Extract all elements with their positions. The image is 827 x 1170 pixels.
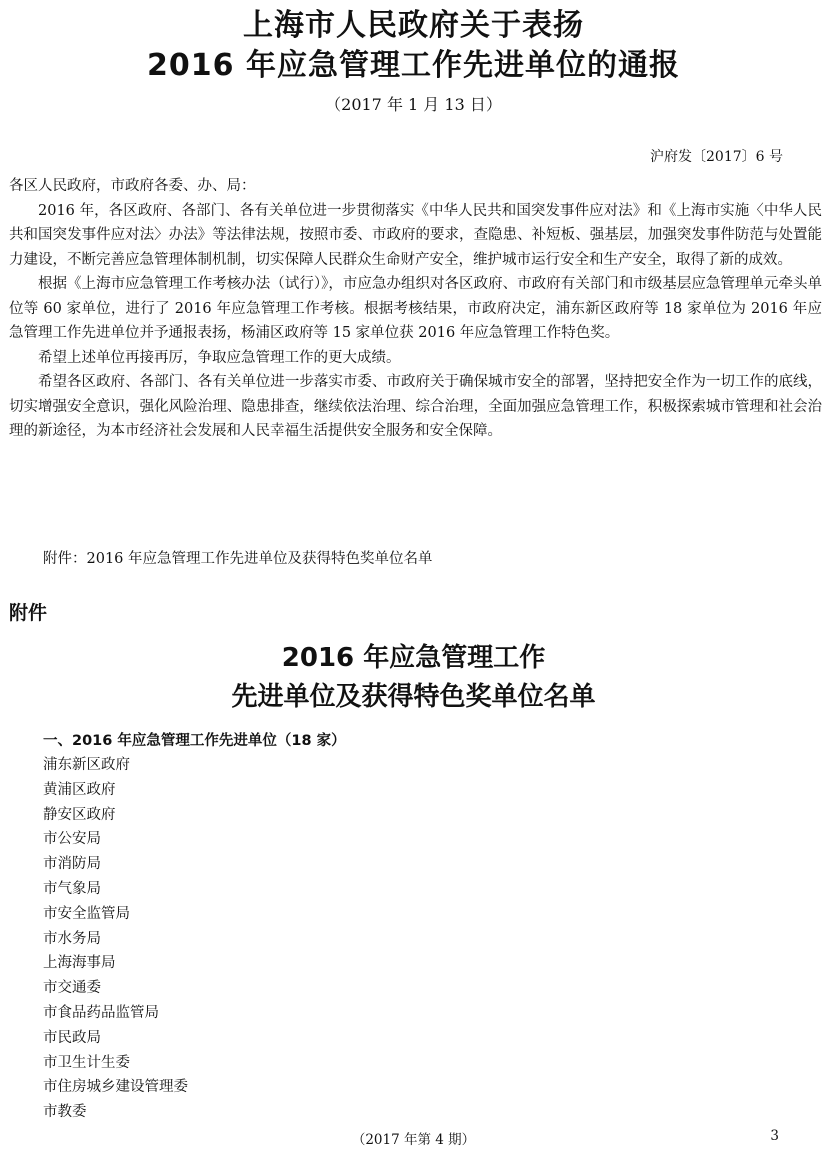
unit-list — [43, 753, 188, 1125]
page-number: 3 — [770, 1128, 779, 1144]
body-paragraph-2: 根据《上海市应急管理工作考核办法（试行）》，市应急办组织对各区政府、市政府有关部门和市级基层应急管理单元牵头单位等 60 家单位，进行了 2016 年应急管理工作考核。根据考核结果，市政府决定，浦东新区政府等 18 家单位为 2016 年应急管理工作先进单位并予通报表扬，杨浦区政府等 15 家单位获 2016 年应急管理工作特色奖。 — [9, 276, 822, 341]
list-item: 上海海事局 — [43, 955, 116, 972]
list-item: 市消防局 — [43, 856, 101, 873]
list-item: 浦东新区政府 — [43, 757, 130, 773]
section-heading: 一、2016 年应急管理工作先进单位（18 家） — [43, 733, 346, 749]
list-item: 市水务局 — [43, 930, 101, 947]
issue-footer: （2017 年第 4 期） — [351, 1132, 476, 1148]
list-item: 市住房城乡建设管理委 — [43, 1079, 188, 1096]
list-item: 市教委 — [43, 1104, 87, 1121]
attachment-title-line1: 2016 年应急管理工作 — [281, 643, 546, 673]
attachment-reference: 附件：2016 年应急管理工作先进单位及获得特色奖单位名单 — [43, 551, 433, 567]
document-title-line2: 2016 年应急管理工作先进单位的通报 — [147, 48, 680, 83]
document-number: 沪府发〔2017〕6 号 — [650, 149, 783, 165]
list-item: 黄浦区政府 — [43, 781, 116, 798]
list-item: 市气象局 — [43, 880, 101, 897]
document-body — [9, 174, 822, 444]
list-item: 静安区政府 — [43, 806, 116, 823]
list-item: 市食品药品监管局 — [43, 1004, 159, 1021]
list-item: 市安全监管局 — [43, 905, 130, 922]
body-paragraph-3: 希望上述单位再接再厉，争取应急管理工作的更大成绩。 — [38, 349, 401, 366]
body-paragraph-4: 希望各区政府、各部门、各有关单位进一步落实市委、市政府关于确保城市安全的部署，坚持把安全作为一切工作的底线，切实增强安全意识，强化风险治理、隐患排查，继续依法治理、综合治理，全面加强应急管理工作，积极探索城市管理和社会治理的新途径，为本市经济社会发展和人民幸福生活提供安全服务和安全保障。 — [9, 374, 822, 439]
attachment-title-line2: 先进单位及获得特色奖单位名单 — [231, 682, 596, 712]
attachment-heading: 附件 — [9, 602, 48, 624]
document-date: （2017 年 1 月 13 日） — [325, 95, 502, 114]
body-paragraph-1: 2016 年，各区政府、各部门、各有关单位进一步贯彻落实《中华人民共和国突发事件应对法》和《上海市实施〈中华人民共和国突发事件应对法〉办法》等法律法规，按照市委、市政府的要求，查隐患、补短板、强基层，加强突发事件防范与处置能力建设，不断完善应急管理体制机制，切实保障人民群众生命财产安全，维护城市运行安全和生产安全，取得了新的成效。 — [9, 202, 822, 268]
list-item: 市交通委 — [43, 980, 101, 997]
document-title-line1: 上海市人民政府关于表扬 — [243, 8, 584, 43]
list-item: 市公安局 — [43, 831, 101, 848]
salutation: 各区人民政府，市政府各委、办、局： — [9, 178, 256, 194]
list-item: 市卫生计生委 — [43, 1054, 130, 1071]
list-item: 市民政局 — [43, 1029, 101, 1046]
